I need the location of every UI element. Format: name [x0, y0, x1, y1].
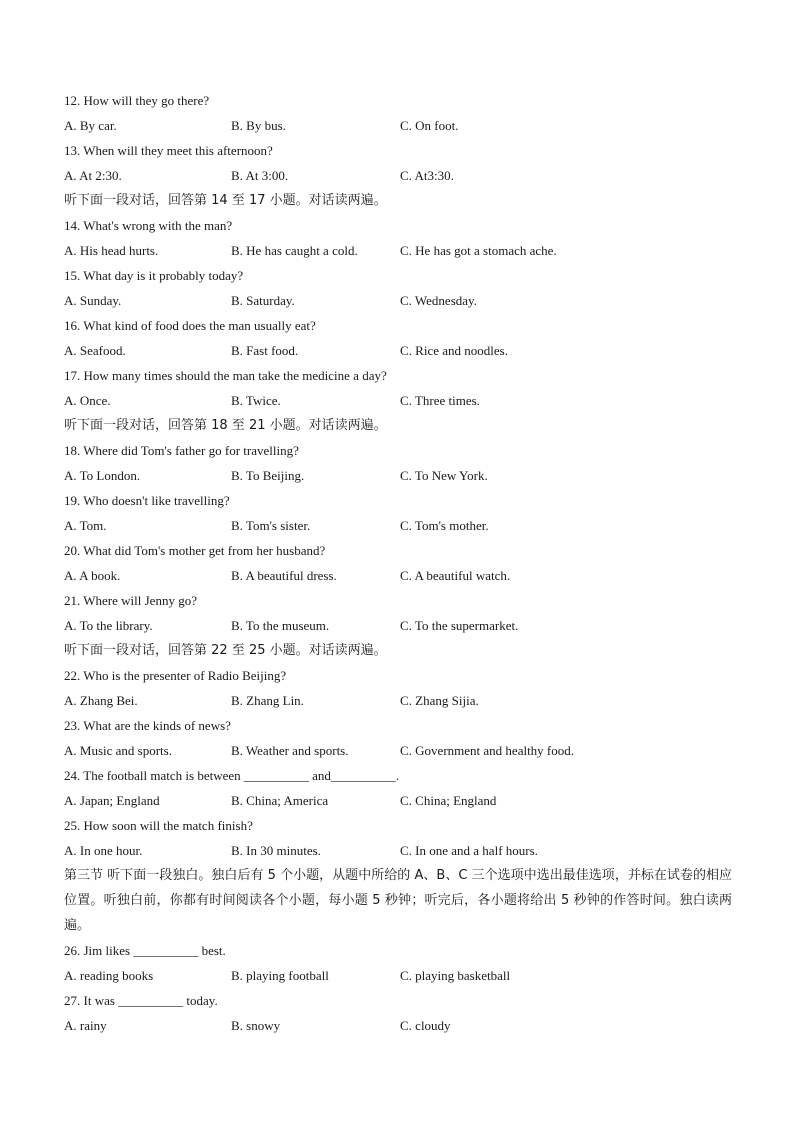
answer-options — [64, 338, 734, 363]
option-a[interactable]: A. reading books — [64, 968, 154, 983]
question-stem: 16. What kind of food does the man usually eat? — [64, 318, 316, 333]
section-heading-paragraph: 第三节 听下面一段独白。独白后有 5 个小题，从题中所给的 A、B、C 三个选项中选出最佳选项，并标在试卷的相应位置。听独白前，你都有时间阅读各个小题，每小题 5 秒钟；听完后，各小题将给出 5 秒钟的作答时间。独白读两遍。 — [64, 868, 732, 933]
option-a[interactable]: A. Music and sports. — [64, 743, 172, 758]
answer-options — [64, 688, 734, 713]
option-c[interactable]: C. Three times. — [400, 393, 480, 408]
option-c[interactable]: C. China; England — [400, 793, 497, 808]
option-a[interactable]: A. Zhang Bei. — [64, 693, 138, 708]
option-c[interactable]: C. Wednesday. — [400, 293, 477, 308]
option-b[interactable]: B. A beautiful dress. — [231, 568, 337, 583]
section-instruction: 听下面一段对话，回答第 18 至 21 小题。对话读两遍。 — [64, 418, 387, 433]
option-a[interactable]: A. rainy — [64, 1018, 107, 1033]
section-instruction: 听下面一段对话，回答第 22 至 25 小题。对话读两遍。 — [64, 643, 387, 658]
option-a[interactable]: A. Seafood. — [64, 343, 126, 358]
question-stem: 14. What's wrong with the man? — [64, 218, 233, 233]
option-b[interactable]: B. Saturday. — [231, 293, 295, 308]
question-stem: 24. The football match is between __________ and__________. — [64, 768, 400, 783]
question-stem: 23. What are the kinds of news? — [64, 718, 231, 733]
option-a[interactable]: A. Sunday. — [64, 293, 122, 308]
answer-options — [64, 738, 734, 763]
option-c[interactable]: C. A beautiful watch. — [400, 568, 511, 583]
question-stem: 18. Where did Tom's father go for travelling? — [64, 443, 299, 458]
option-a[interactable]: A. Tom. — [64, 518, 107, 533]
option-b[interactable]: B. Twice. — [231, 393, 281, 408]
option-b[interactable]: B. To Beijing. — [231, 468, 305, 483]
option-b[interactable]: B. playing football — [231, 968, 329, 983]
option-c[interactable]: C. To New York. — [400, 468, 488, 483]
option-c[interactable]: C. Zhang Sijia. — [400, 693, 479, 708]
option-c[interactable]: C. Tom's mother. — [400, 518, 489, 533]
question-stem: 13. When will they meet this afternoon? — [64, 143, 273, 158]
option-c[interactable]: C. playing basketball — [400, 968, 511, 983]
option-b[interactable]: B. To the museum. — [231, 618, 330, 633]
question-stem: 15. What day is it probably today? — [64, 268, 244, 283]
answer-options — [64, 513, 734, 538]
option-c[interactable]: C. To the supermarket. — [400, 618, 519, 633]
answer-options — [64, 963, 734, 988]
option-a[interactable]: A. A book. — [64, 568, 121, 583]
option-b[interactable]: B. snowy — [231, 1018, 281, 1033]
option-b[interactable]: B. Fast food. — [231, 343, 299, 358]
question-stem: 17. How many times should the man take the medicine a day? — [64, 368, 387, 383]
question-stem: 22. Who is the presenter of Radio Beijing? — [64, 668, 287, 683]
question-stem: 25. How soon will the match finish? — [64, 818, 253, 833]
answer-options — [64, 838, 734, 863]
option-a[interactable]: A. To the library. — [64, 618, 153, 633]
answer-options — [64, 388, 734, 413]
question-stem: 20. What did Tom's mother get from her husband? — [64, 543, 326, 558]
answer-options — [64, 1013, 734, 1038]
option-a[interactable]: A. Japan; England — [64, 793, 160, 808]
option-c[interactable]: C. In one and a half hours. — [400, 843, 538, 858]
option-b[interactable]: B. By bus. — [231, 118, 286, 133]
question-stem: 26. Jim likes __________ best. — [64, 943, 226, 958]
question-stem: 12. How will they go there? — [64, 93, 210, 108]
option-c[interactable]: C. Rice and noodles. — [400, 343, 508, 358]
option-c[interactable]: C. At3:30. — [400, 168, 454, 183]
answer-options — [64, 113, 734, 138]
question-stem: 21. Where will Jenny go? — [64, 593, 197, 608]
option-c[interactable]: C. He has got a stomach ache. — [400, 243, 557, 258]
answer-options — [64, 788, 734, 813]
answer-options — [64, 613, 734, 638]
question-stem: 27. It was __________ today. — [64, 993, 218, 1008]
option-b[interactable]: B. Weather and sports. — [231, 743, 349, 758]
section-instruction: 听下面一段对话，回答第 14 至 17 小题。对话读两遍。 — [64, 193, 387, 208]
option-a[interactable]: A. In one hour. — [64, 843, 143, 858]
option-c[interactable]: C. cloudy — [400, 1018, 451, 1033]
answer-options — [64, 163, 734, 188]
option-b[interactable]: B. Tom's sister. — [231, 518, 311, 533]
answer-options — [64, 238, 734, 263]
option-a[interactable]: A. To London. — [64, 468, 141, 483]
option-b[interactable]: B. In 30 minutes. — [231, 843, 321, 858]
option-a[interactable]: A. At 2:30. — [64, 168, 122, 183]
option-a[interactable]: A. Once. — [64, 393, 111, 408]
option-b[interactable]: B. China; America — [231, 793, 329, 808]
option-b[interactable]: B. Zhang Lin. — [231, 693, 304, 708]
question-stem: 19. Who doesn't like travelling? — [64, 493, 230, 508]
exam-content — [64, 88, 734, 1038]
option-a[interactable]: A. His head hurts. — [64, 243, 159, 258]
answer-options — [64, 563, 734, 588]
option-a[interactable]: A. By car. — [64, 118, 117, 133]
answer-options — [64, 288, 734, 313]
option-b[interactable]: B. At 3:00. — [231, 168, 289, 183]
option-c[interactable]: C. On foot. — [400, 118, 459, 133]
answer-options — [64, 463, 734, 488]
option-b[interactable]: B. He has caught a cold. — [231, 243, 358, 258]
option-c[interactable]: C. Government and healthy food. — [400, 743, 575, 758]
